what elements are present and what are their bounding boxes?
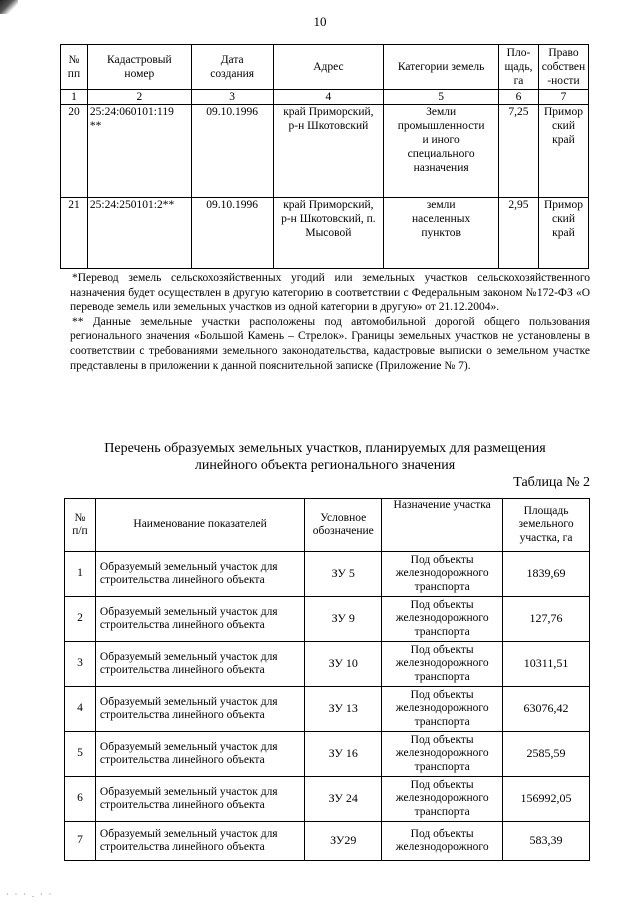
indicator-name: Образуемый земельный участок для строительства линейного объекта (95, 552, 304, 597)
plot-code: ЗУ 9 (305, 597, 382, 642)
table-row (65, 687, 590, 732)
table-header-row (65, 499, 590, 552)
col-number: 6 (499, 90, 539, 105)
scan-artifact (0, 0, 18, 14)
table-row (61, 198, 589, 269)
land-category: земли населенных пунктов (384, 198, 499, 269)
header-purpose: Назначение участка (382, 499, 503, 552)
col-number: 7 (538, 90, 588, 105)
row-number: 1 (65, 552, 96, 597)
footnotes (70, 271, 590, 373)
cadastral-number: 25:24:250101:2** (87, 198, 191, 269)
table-row (65, 597, 590, 642)
plot-area: 63076,42 (503, 687, 590, 732)
plot-code: ЗУ 10 (305, 642, 382, 687)
ownership: Примор ский край (538, 105, 588, 198)
row-number: 2 (65, 597, 96, 642)
plot-purpose: Под объекты железнодорожного транспорта (382, 777, 503, 822)
indicator-name: Образуемый земельный участок для строительства линейного объекта (95, 732, 304, 777)
header-number: № п/п (65, 499, 96, 552)
table-row (65, 732, 590, 777)
header-area: Площадь земельного участка, га (503, 499, 590, 552)
col-number: 2 (87, 90, 191, 105)
plot-code: ЗУ 5 (305, 552, 382, 597)
header-date: Дата создания (191, 45, 273, 90)
plot-code: ЗУ 24 (305, 777, 382, 822)
indicator-name: Образуемый земельный участок для строительства линейного объекта (95, 777, 304, 822)
indicator-name: Образуемый земельный участок для строительства линейного объекта (95, 597, 304, 642)
row-number: 20 (61, 105, 88, 198)
scan-artifact: · · · . · · (6, 890, 54, 899)
plot-purpose: Под объекты железнодорожного транспорта (382, 597, 503, 642)
plot-purpose: Под объекты железнодорожного (382, 822, 503, 861)
col-number: 1 (61, 90, 88, 105)
indicator-name: Образуемый земельный участок для строительства линейного объекта (95, 642, 304, 687)
table-row (65, 552, 590, 597)
address: край Приморский, р-н Шкотовский (273, 105, 384, 198)
row-number: 21 (61, 198, 88, 269)
header-cadastral: Кадастровый номер (87, 45, 191, 90)
formed-plots-table (64, 498, 590, 861)
header-code: Условное обозначение (305, 499, 382, 552)
header-ownership: Право собствен -ности (538, 45, 588, 90)
row-number: 4 (65, 687, 96, 732)
plot-code: ЗУ29 (305, 822, 382, 861)
footnote-2: ** Данные земельные участки расположены под автомобильной дорогой общего пользования регионального значения «Большой Камень – Стрелок». Границы земельных участков не установлены в соответствии с требованиями земельного законодательства, кадастровые выписки о земельном участке представлены в приложении к данной пояснительной записке (Приложение № 7). (70, 315, 590, 372)
plot-area: 583,39 (503, 822, 590, 861)
table-row (65, 822, 590, 861)
plot-area: 2585,59 (503, 732, 590, 777)
column-numbers-row (61, 90, 589, 105)
header-area: Пло- щадь, га (499, 45, 539, 90)
table-row (61, 105, 589, 198)
page-number: 10 (313, 14, 327, 29)
area: 7,25 (499, 105, 539, 198)
plot-area: 156992,05 (503, 777, 590, 822)
row-number: 3 (65, 642, 96, 687)
indicator-name: Образуемый земельный участок для строительства линейного объекта (95, 687, 304, 732)
col-number: 3 (191, 90, 273, 105)
indicator-name: Образуемый земельный участок для строительства линейного объекта (95, 822, 304, 861)
table-row (65, 642, 590, 687)
col-number: 4 (273, 90, 384, 105)
area: 2,95 (499, 198, 539, 269)
table-row (65, 777, 590, 822)
creation-date: 09.10.1996 (191, 105, 273, 198)
plot-purpose: Под объекты железнодорожного транспорта (382, 552, 503, 597)
header-number: № пп (61, 45, 88, 90)
cadastral-number: 25:24:060101:119 ** (87, 105, 191, 198)
plot-code: ЗУ 13 (305, 687, 382, 732)
land-category: Земли промышленности и иного специального назначения (384, 105, 499, 198)
plot-purpose: Под объекты железнодорожного транспорта (382, 687, 503, 732)
row-number: 7 (65, 822, 96, 861)
creation-date: 09.10.1996 (191, 198, 273, 269)
plot-area: 1839,69 (503, 552, 590, 597)
table-header-row (61, 45, 589, 90)
header-address: Адрес (273, 45, 384, 90)
section-title: Перечень образуемых земельных участков, планируемых для размещения линейного объекта регионального значения (104, 441, 546, 473)
ownership: Примор ский край (538, 198, 588, 269)
plot-code: ЗУ 16 (305, 732, 382, 777)
col-number: 5 (384, 90, 499, 105)
row-number: 5 (65, 732, 96, 777)
plot-area: 127,76 (503, 597, 590, 642)
plot-purpose: Под объекты железнодорожного транспорта (382, 642, 503, 687)
header-name: Наименование показателей (95, 499, 304, 552)
header-category: Категории земель (384, 45, 499, 90)
footnote-1: *Перевод земель сельскохозяйственных угодий или земельных участков сельскохозяйственного назначения будет осуществлен в другую категорию в соответствии с Федеральным законом №172-ФЗ «О переводе земель или земельных участков из одной категории в другую» от 21.12.2004». (70, 272, 590, 314)
row-number: 6 (65, 777, 96, 822)
plot-purpose: Под объекты железнодорожного транспорта (382, 732, 503, 777)
table-caption: Таблица № 2 (513, 475, 590, 490)
plot-area: 10311,51 (503, 642, 590, 687)
address: край Приморский, р-н Шкотовский, п. Мысовой (273, 198, 384, 269)
land-plots-table (60, 44, 589, 269)
